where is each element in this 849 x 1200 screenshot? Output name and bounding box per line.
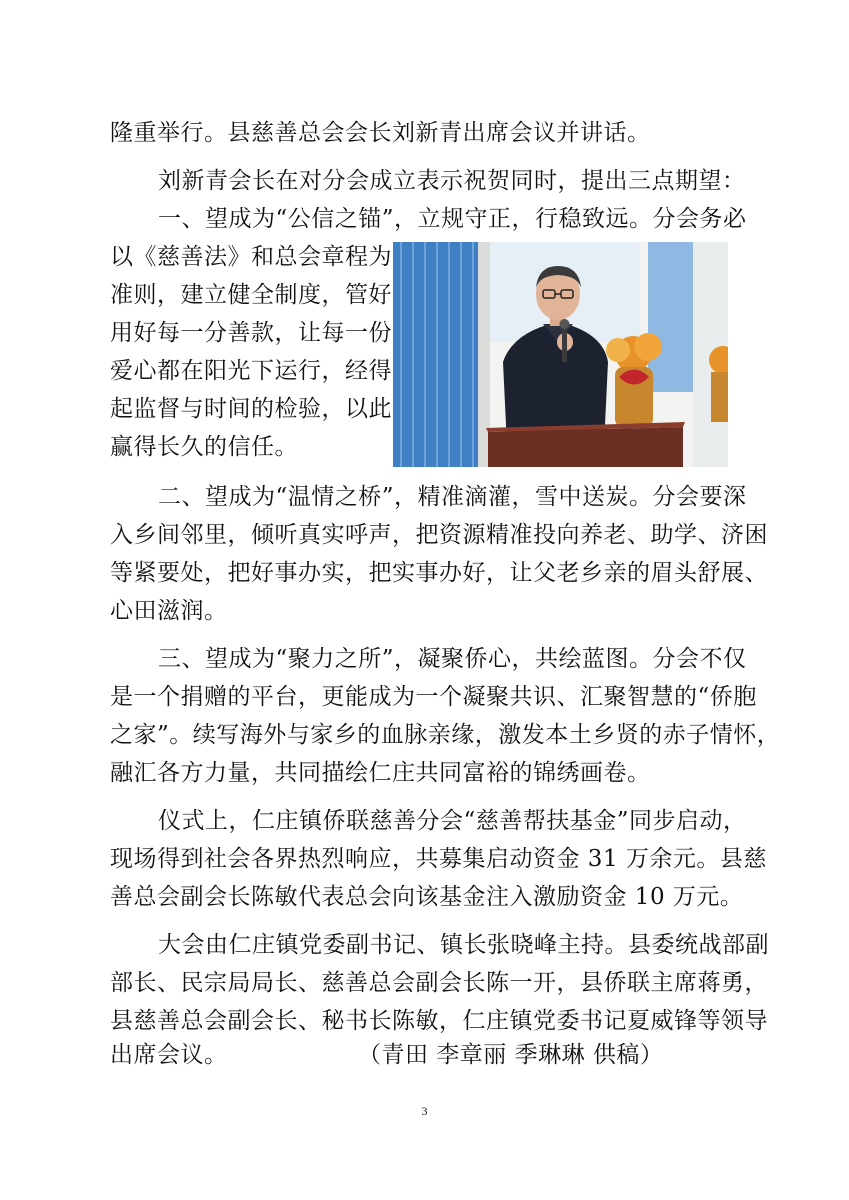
body-text-line: 爱心都在阳光下运行，经得 <box>110 358 392 384</box>
body-text-line: 三、望成为“聚力之所”，凝聚侨心，共绘蓝图。分会不仅 <box>158 646 747 672</box>
body-text-line: 融汇各方力量，共同描绘仁庄共同富裕的锦绣画卷。 <box>110 760 651 786</box>
body-text-line: 准则，建立健全制度，管好 <box>110 282 392 308</box>
body-text-line: 以《慈善法》和总会章程为 <box>110 244 392 270</box>
body-text-line: 二、望成为“温情之桥”，精准滴灌，雪中送炭。分会要深 <box>158 484 747 510</box>
body-text-line: 出席会议。 <box>110 1042 228 1068</box>
body-text-line: 善总会副会长陈敏代表总会向该基金注入激励资金 10 万元。 <box>110 884 744 910</box>
body-text-line: 入乡间邻里，倾听真实呼声，把资源精准投向养老、助学、济困 <box>110 522 768 548</box>
body-text-line: 刘新青会长在对分会成立表示祝贺同时，提出三点期望： <box>158 168 746 194</box>
speaker-photo <box>393 242 728 467</box>
body-text-line: 赢得长久的信任。 <box>110 434 298 460</box>
body-text-line: 等紧要处，把好事办实，把实事办好，让父老乡亲的眉头舒展、 <box>110 560 768 586</box>
body-text-line: 一、望成为“公信之锚”，立规守正，行稳致远。分会务必 <box>158 206 747 232</box>
body-text-line: 大会由仁庄镇党委副书记、镇长张晓峰主持。县委统战部副 <box>158 932 769 958</box>
body-text-line: 之家”。续写海外与家乡的血脉亲缘，激发本土乡贤的赤子情怀， <box>110 722 781 748</box>
page-number: 3 <box>421 1104 428 1118</box>
body-text-line: 起监督与时间的检验，以此 <box>110 396 392 422</box>
body-text-line: 现场得到社会各界热烈响应，共募集启动资金 31 万余元。县慈 <box>110 846 767 872</box>
body-text-line: 部长、民宗局局长、慈善总会副会长陈一开，县侨联主席蒋勇， <box>110 970 768 996</box>
body-text-line: 县慈善总会副会长、秘书长陈敏，仁庄镇党委书记夏威锋等领导 <box>110 1008 768 1034</box>
body-text-line: 隆重举行。县慈善总会会长刘新青出席会议并讲话。 <box>110 120 651 146</box>
byline: （青田 李章丽 季琳琳 供稿） <box>358 1042 664 1068</box>
body-text-line: 用好每一分善款，让每一份 <box>110 320 392 346</box>
body-text-line: 是一个捐赠的平台，更能成为一个凝聚共识、汇聚智慧的“侨胞 <box>110 684 757 710</box>
body-text-line: 心田滋润。 <box>110 598 228 624</box>
body-text-line: 仪式上，仁庄镇侨联慈善分会“慈善帮扶基金”同步启动， <box>158 808 747 834</box>
speaker-photo-illustration <box>393 242 728 467</box>
